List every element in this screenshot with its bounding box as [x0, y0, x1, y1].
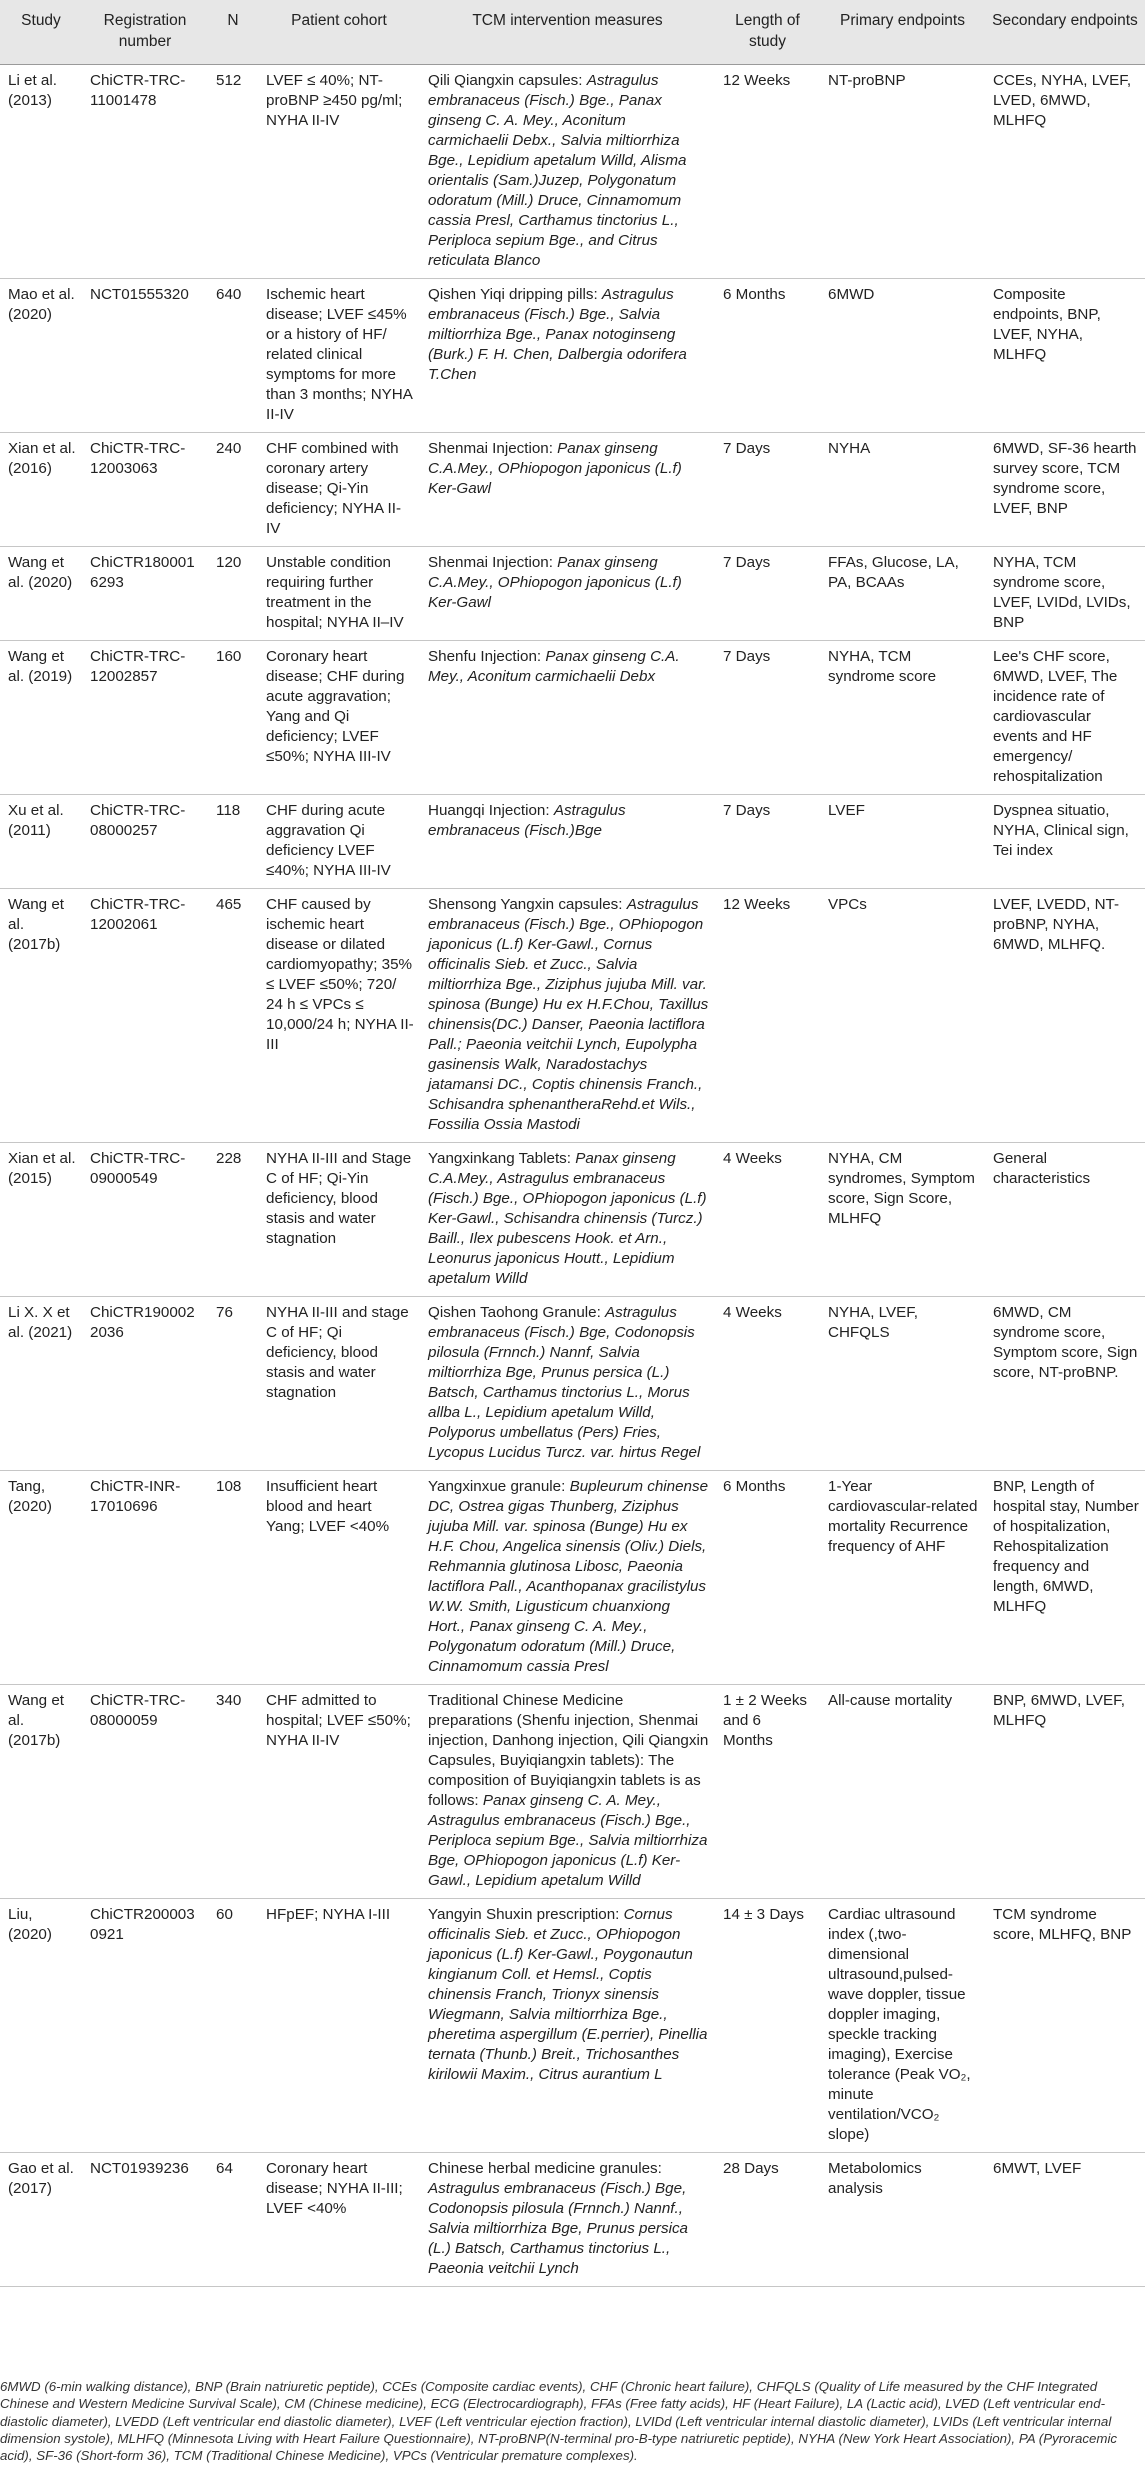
cell-study: Mao et al. (2020) [0, 279, 82, 433]
table-footnote: 6MWD (6-min walking distance), BNP (Brain natriuretic peptide), CCEs (Composite cardiac events), CHF (Chronic heart failure), CHFQLS (Quality of Life measured by the CHF Integrated Chinese and Western Medicine Survival Scale), CM (Chinese medicine), ECG (Electrocardiograph), FFAs (Free fatty acids), HF (Heart Failure), LA (Lactic acid), LVED (Left ventricular end-diastolic diameter), LVEDD (Left ventricular end diastolic diameter), LVEF (Left ventricular ejection fraction), LVIDd (Left ventricular internal diastolic diameter), LVIDs (Left ventricular internal dimension systole), MLHFQ (Minnesota Living with Heart Failure Questionnaire), NT-proBNP(N-terminal pro-B-type natriuretic peptide), NYHA (New York Heart Association), PA (Pyroracemic acid), SF-36 (Short-form 36), TCM (Traditional Chinese Medicine), VPCs (Ventricular premature complexes). [0, 2379, 1118, 2464]
cell-n: 60 [208, 1899, 258, 2153]
cell-tcm [420, 795, 715, 889]
cell-secondary: TCM syndrome score, MLHFQ, BNP [985, 1899, 1145, 2153]
cell-tcm [420, 65, 715, 279]
cell-tcm [420, 1471, 715, 1685]
cell-secondary: 6MWD, SF-36 hearth survey score, TCM syndrome score, LVEF, BNP [985, 433, 1145, 547]
cell-n: 640 [208, 279, 258, 433]
table-row [0, 641, 1145, 795]
cell-primary: Metabolomics analysis [820, 2153, 985, 2287]
cell-n: 76 [208, 1297, 258, 1471]
cell-cohort: LVEF ≤ 40%; NT-proBNP ≥450 pg/ml; NYHA II-IV [258, 65, 420, 279]
cell-length: 7 Days [715, 795, 820, 889]
cell-cohort: CHF admitted to hospital; LVEF ≤50%; NYHA II-IV [258, 1685, 420, 1899]
cell-study: Li et al. (2013) [0, 65, 82, 279]
cell-primary: Cardiac ultrasound index (,two-dimensional ultrasound,pulsed-wave doppler, tissue doppler imaging, speckle tracking imaging), Exercise tolerance (Peak VO₂, minute ventilation/VCO₂ slope) [820, 1899, 985, 2153]
tcm-prefix: Shensong Yangxin capsules: [428, 896, 627, 913]
cell-study: Wang et al. (2019) [0, 641, 82, 795]
cell-tcm [420, 1899, 715, 2153]
header-length: Length of study [715, 0, 820, 65]
cell-secondary: LVEF, LVEDD, NT-proBNP, NYHA, 6MWD, MLHFQ. [985, 889, 1145, 1143]
table-row [0, 433, 1145, 547]
cell-registration: ChiCTR-TRC-08000059 [82, 1685, 208, 1899]
cell-registration: ChiCTR-INR-17010696 [82, 1471, 208, 1685]
cell-length: 6 Months [715, 1471, 820, 1685]
cell-length: 4 Weeks [715, 1297, 820, 1471]
table-row [0, 889, 1145, 1143]
cell-tcm [420, 1143, 715, 1297]
tcm-prefix: Shenmai Injection: [428, 554, 558, 571]
cell-cohort: NYHA II-III and stage C of HF; Qi deficiency, blood stasis and water stagnation [258, 1297, 420, 1471]
cell-length: 1 ± 2 Weeks and 6 Months [715, 1685, 820, 1899]
cell-n: 160 [208, 641, 258, 795]
table-row [0, 1685, 1145, 1899]
cell-tcm [420, 279, 715, 433]
cell-primary: NYHA, CM syndromes, Symptom score, Sign Score, MLHFQ [820, 1143, 985, 1297]
cell-secondary: CCEs, NYHA, LVEF, LVED, 6MWD, MLHFQ [985, 65, 1145, 279]
cell-n: 228 [208, 1143, 258, 1297]
cell-cohort: CHF combined with coronary artery disease; Qi-Yin deficiency; NYHA II-IV [258, 433, 420, 547]
cell-tcm [420, 433, 715, 547]
tcm-prefix: Shenfu Injection: [428, 648, 546, 665]
cell-n: 64 [208, 2153, 258, 2287]
cell-tcm [420, 641, 715, 795]
cell-cohort: Unstable condition requiring further treatment in the hospital; NYHA II–IV [258, 547, 420, 641]
cell-length: 12 Weeks [715, 65, 820, 279]
tcm-prefix: Chinese herbal medicine granules: [428, 2160, 662, 2177]
header-cohort: Patient cohort [258, 0, 420, 65]
tcm-species: Bupleurum chinense DC, Ostrea gigas Thunberg, Ziziphus jujuba Mill. var. spinosa (Bunge) Hu ex H.F. Chou, Angelica sinensis (Oliv.) Diels, Rehmannia glutinosa Libosc, Paeonia lactiflora Pall., Acanthopanax gracilistylus W.W. Smith, Ligusticum chuanxiong Hort., Panax ginseng C. A. Mey., Polygonatum odoratum (Mill.) Druce, Cinnamomum cassia Presl [428, 1478, 709, 1675]
cell-secondary: 6MWD, CM syndrome score, Symptom score, Sign score, NT-proBNP. [985, 1297, 1145, 1471]
tcm-species: Astragulus embranaceus (Fisch.) Bge., Salvia miltiorrhiza Bge., Panax notoginseng (Burk.) F. H. Chen, Dalbergia odorifera T.Chen [428, 286, 687, 383]
tcm-species: Cornus officinalis Sieb. et Zucc., OPhiopogon japonicus (L.f) Ker-Gawl., Poygonautun kingianum Coll. et Hemsl., Coptis chinensis Franch, Trionyx sinensis Wiegmann, Salvia miltiorrhiza Bge., pheretima aspergillum (E.perrier), Pinellia ternata (Thunb.) Breit., Trichosanthes kirilowii Maxim., Citrus aurantium L [428, 1906, 708, 2083]
cell-primary: NYHA, TCM syndrome score [820, 641, 985, 795]
tcm-species: Panax ginseng C.A.Mey., Astragulus embranaceus (Fisch.) Bge., OPhiopogon japonicus (L.f) Ker-Gawl., Schisandra chinensis (Turcz.) Baill., Ilex pubescens Hook. et Arn., Leonurus japonicus Houtt., Lepidium apetalum Willd [428, 1150, 707, 1287]
tcm-prefix: Shenmai Injection: [428, 440, 558, 457]
cell-study: Wang et al. (2020) [0, 547, 82, 641]
cell-study: Liu, (2020) [0, 1899, 82, 2153]
cell-study: Li X. X et al. (2021) [0, 1297, 82, 1471]
cell-primary: All-cause mortality [820, 1685, 985, 1899]
header-study: Study [0, 0, 82, 65]
header-tcm: TCM intervention measures [420, 0, 715, 65]
header-registration: Registration number [82, 0, 208, 65]
cell-tcm [420, 547, 715, 641]
table-row [0, 2153, 1145, 2287]
cell-registration: ChiCTR1900022036 [82, 1297, 208, 1471]
cell-length: 6 Months [715, 279, 820, 433]
tcm-species: Astragulus embranaceus (Fisch.) Bge., Panax ginseng C. A. Mey., Aconitum carmichaelii Debx., Salvia miltiorrhiza Bge., Lepidium apetalum Willd, Alisma orientalis (Sam.)Juzep, Polygonatum odoratum (Mill.) Druce, Cinnamomum cassia Presl, Carthamus tinctorius L., Periploca sepium Bge., and Citrus reticulata Blanco [428, 72, 687, 269]
tcm-species: Astragulus embranaceus (Fisch.) Bge, Codonopsis pilosula (Frnnch.) Nannf, Salvia miltiorrhiza Bge, Prunus persica (L.) Batsch, Carthamus tinctorius L., Morus allba L., Lepidium apetalum Willd, Polyporus umbellatus (Pers) Fries, Lycopus Lucidus Turcz. var. hirtus Regel [428, 1304, 701, 1461]
cell-secondary: Composite endpoints, BNP, LVEF, NYHA, MLHFQ [985, 279, 1145, 433]
cell-secondary: General characteristics [985, 1143, 1145, 1297]
cell-study: Tang, (2020) [0, 1471, 82, 1685]
cell-registration: ChiCTR-TRC-11001478 [82, 65, 208, 279]
cell-length: 7 Days [715, 433, 820, 547]
cell-n: 120 [208, 547, 258, 641]
cell-registration: NCT01939236 [82, 2153, 208, 2287]
tcm-species: Panax ginseng C. A. Mey., Astragulus embranaceus (Fisch.) Bge., Periploca sepium Bge., Salvia miltiorrhiza Bge, OPhiopogon japonicus (L.f) Ker-Gawl., Lepidium apetalum Willd [428, 1792, 708, 1889]
cell-secondary: NYHA, TCM syndrome score, LVEF, LVIDd, LVIDs, BNP [985, 547, 1145, 641]
table-row [0, 1471, 1145, 1685]
header-row [0, 0, 1145, 65]
table-row [0, 1899, 1145, 2153]
tcm-prefix: Qishen Taohong Granule: [428, 1304, 606, 1321]
table-row [0, 1297, 1145, 1471]
cell-n: 118 [208, 795, 258, 889]
cell-registration: ChiCTR-TRC-09000549 [82, 1143, 208, 1297]
cell-tcm [420, 2153, 715, 2287]
cell-n: 340 [208, 1685, 258, 1899]
cell-length: 14 ± 3 Days [715, 1899, 820, 2153]
cell-primary: NYHA, LVEF, CHFQLS [820, 1297, 985, 1471]
cell-cohort: Ischemic heart disease; LVEF ≤45% or a history of HF/ related clinical symptoms for more than 3 months; NYHA II-IV [258, 279, 420, 433]
cell-registration: ChiCTR-TRC-12002061 [82, 889, 208, 1143]
cell-study: Xian et al. (2016) [0, 433, 82, 547]
cell-tcm [420, 1297, 715, 1471]
cell-registration: ChiCTR-TRC-08000257 [82, 795, 208, 889]
cell-study: Gao et al. (2017) [0, 2153, 82, 2287]
header-primary: Primary endpoints [820, 0, 985, 65]
cell-cohort: CHF during acute aggravation Qi deficiency LVEF ≤40%; NYHA III-IV [258, 795, 420, 889]
cell-n: 512 [208, 65, 258, 279]
table-body [0, 65, 1145, 2287]
cell-registration: ChiCTR-TRC-12002857 [82, 641, 208, 795]
cell-n: 108 [208, 1471, 258, 1685]
tcm-prefix: Yangxinkang Tablets: [428, 1150, 576, 1167]
cell-registration: ChiCTR-TRC-12003063 [82, 433, 208, 547]
header-secondary: Secondary endpoints [985, 0, 1145, 65]
tcm-prefix: Yangyin Shuxin prescription: [428, 1906, 624, 1923]
table-row [0, 1143, 1145, 1297]
tcm-species: Astragulus embranaceus (Fisch.) Bge., OPhiopogon japonicus (L.f) Ker-Gawl., Cornus officinalis Sieb. et Zucc., Salvia miltiorrhiza Bge., Ziziphus jujuba Mill. var. spinosa (Bunge) Hu ex H.F.Chou, Taxillus chinensis(DC.) Danser, Paeonia lactiflora Pall.; Paeonia veitchii Lynch, Eupolypha gasinensis Walk, Naradostachys jatamansi DC., Coptis chinensis Franch., Schisandra sphenantheraRehd.et Wils., Fossilia Ossia Mastodi [428, 896, 709, 1133]
cell-length: 28 Days [715, 2153, 820, 2287]
cell-cohort: Coronary heart disease; CHF during acute aggravation; Yang and Qi deficiency; LVEF ≤50%; NYHA III-IV [258, 641, 420, 795]
cell-secondary: BNP, Length of hospital stay, Number of hospitalization, Rehospitalization frequency and length, 6MWD, MLHFQ [985, 1471, 1145, 1685]
cell-cohort: CHF caused by ischemic heart disease or dilated cardiomyopathy; 35% ≤ LVEF ≤50%; 720/ 24 h ≤ VPCs ≤ 10,000/24 h; NYHA II-III [258, 889, 420, 1143]
table-row [0, 65, 1145, 279]
cell-study: Wang et al. (2017b) [0, 889, 82, 1143]
cell-length: 7 Days [715, 641, 820, 795]
cell-cohort: Insufficient heart blood and heart Yang; LVEF <40% [258, 1471, 420, 1685]
cell-primary: VPCs [820, 889, 985, 1143]
cell-secondary: 6MWT, LVEF [985, 2153, 1145, 2287]
cell-tcm [420, 1685, 715, 1899]
cell-cohort: NYHA II-III and Stage C of HF; Qi-Yin deficiency, blood stasis and water stagnation [258, 1143, 420, 1297]
cell-primary: NYHA [820, 433, 985, 547]
cell-primary: NT-proBNP [820, 65, 985, 279]
tcm-prefix: Traditional Chinese Medicine preparations (Shenfu injection, Shenmai injection, Danhong injection, Qili Qiangxin Capsules, Buyiqiangxin tablets): The composition of Buyiqiangxin tablets is as follows: [428, 1692, 709, 1809]
cell-registration: NCT01555320 [82, 279, 208, 433]
cell-n: 465 [208, 889, 258, 1143]
cell-length: 7 Days [715, 547, 820, 641]
cell-registration: ChiCTR1800016293 [82, 547, 208, 641]
tcm-species: Panax ginseng C.A. Mey., Aconitum carmichaelii Debx [428, 648, 680, 685]
cell-secondary: Dyspnea situatio, NYHA, Clinical sign, Tei index [985, 795, 1145, 889]
tcm-prefix: Huangqi Injection: [428, 802, 554, 819]
table-row [0, 795, 1145, 889]
cell-cohort: HFpEF; NYHA I-III [258, 1899, 420, 2153]
tcm-species: Astragulus embranaceus (Fisch.) Bge, Codonopsis pilosula (Frnnch.) Nannf., Salvia miltiorrhiza Bge, Prunus persica (L.) Batsch, Carthamus tinctorius L., Paeonia veitchii Lynch [428, 2180, 688, 2277]
cell-study: Xu et al. (2011) [0, 795, 82, 889]
cell-study: Xian et al. (2015) [0, 1143, 82, 1297]
header-n: N [208, 0, 258, 65]
cell-secondary: BNP, 6MWD, LVEF, MLHFQ [985, 1685, 1145, 1899]
tcm-species: Panax ginseng C.A.Mey., OPhiopogon japonicus (L.f) Ker-Gawl [428, 440, 682, 497]
cell-n: 240 [208, 433, 258, 547]
table-header [0, 0, 1145, 65]
cell-tcm [420, 889, 715, 1143]
cell-primary: LVEF [820, 795, 985, 889]
cell-registration: ChiCTR2000030921 [82, 1899, 208, 2153]
cell-length: 4 Weeks [715, 1143, 820, 1297]
cell-cohort: Coronary heart disease; NYHA II-III; LVEF <40% [258, 2153, 420, 2287]
cell-primary: FFAs, Glucose, LA, PA, BCAAs [820, 547, 985, 641]
cell-study: Wang et al. (2017b) [0, 1685, 82, 1899]
table-row [0, 279, 1145, 433]
cell-primary: 6MWD [820, 279, 985, 433]
tcm-prefix: Qili Qiangxin capsules: [428, 72, 587, 89]
table-row [0, 547, 1145, 641]
tcm-prefix: Qishen Yiqi dripping pills: [428, 286, 602, 303]
cell-primary: 1-Year cardiovascular-related mortality Recurrence frequency of AHF [820, 1471, 985, 1685]
cell-secondary: Lee's CHF score, 6MWD, LVEF, The incidence rate of cardiovascular events and HF emergency/ rehospitalization [985, 641, 1145, 795]
tcm-species: Panax ginseng C.A.Mey., OPhiopogon japonicus (L.f) Ker-Gawl [428, 554, 682, 611]
cell-length: 12 Weeks [715, 889, 820, 1143]
tcm-species: Astragulus embranaceus (Fisch.)Bge [428, 802, 626, 839]
tcm-prefix: Yangxinxue granule: [428, 1478, 570, 1495]
